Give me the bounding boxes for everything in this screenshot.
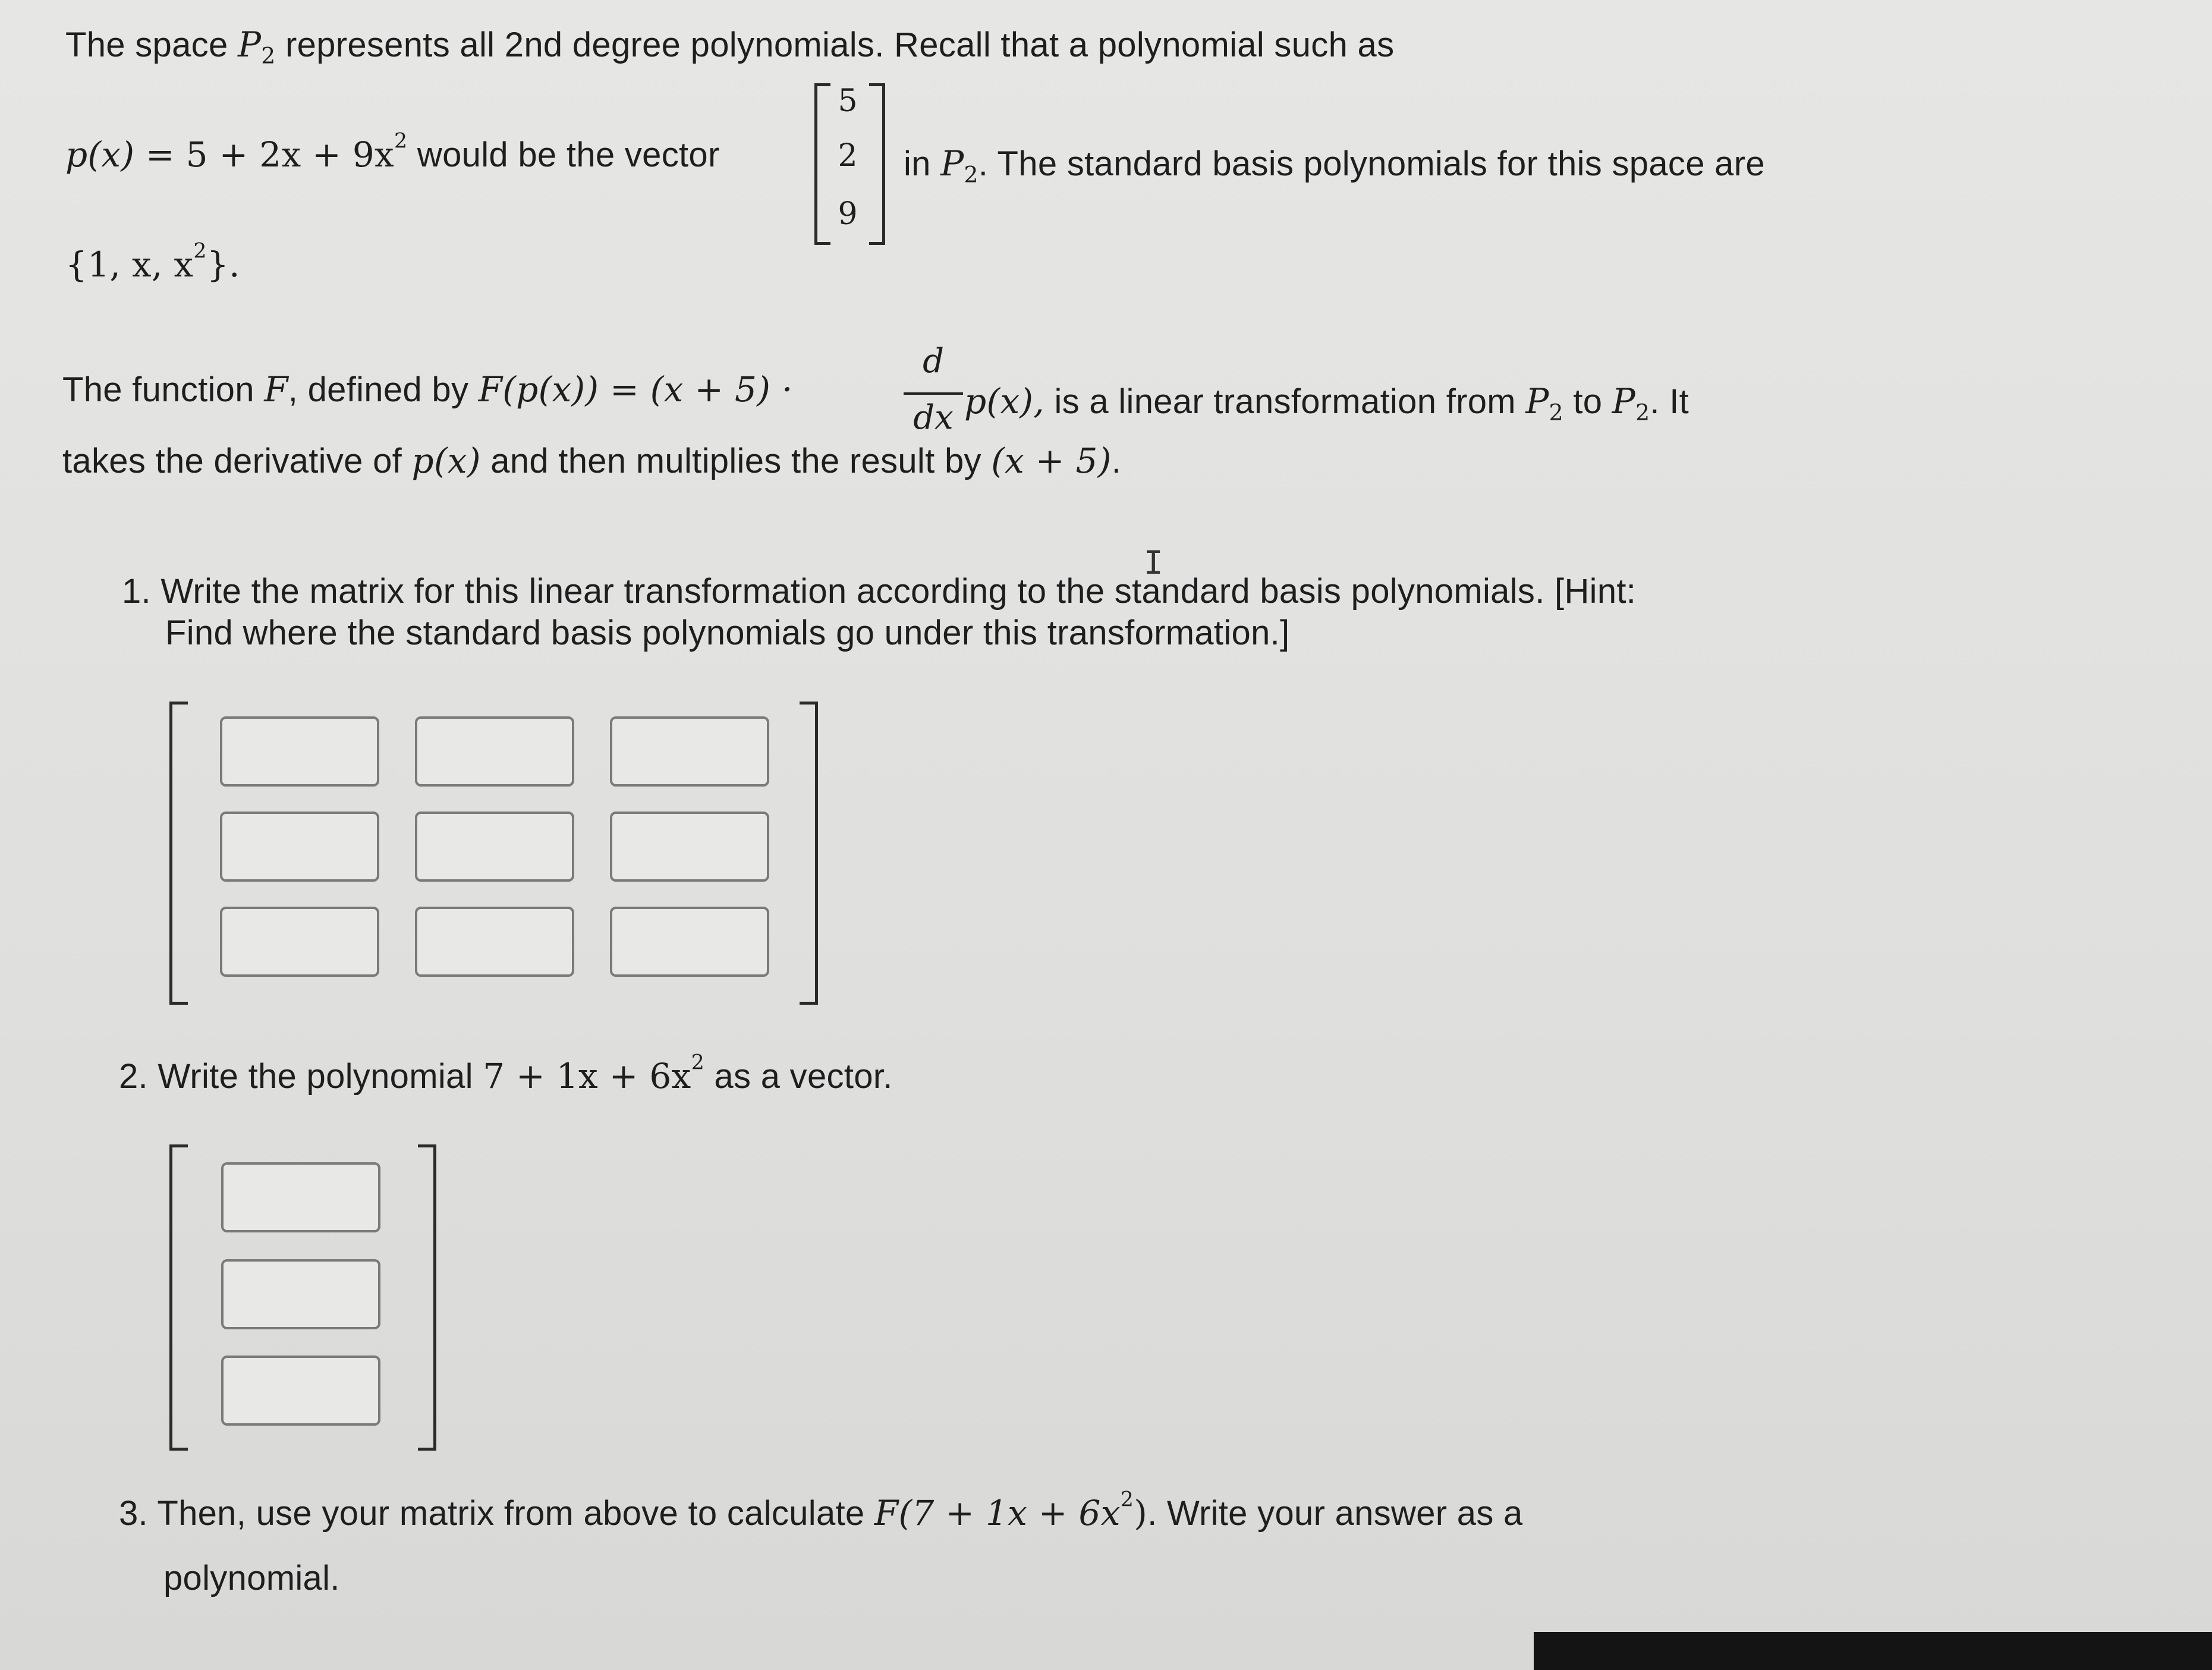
text: , defined by [288, 370, 479, 409]
math-F: F [264, 369, 288, 410]
math-polynomial: 7 + 1x + 6x [483, 1056, 691, 1096]
q3-line-2: polynomial. [163, 1559, 340, 1597]
text-cursor-icon: I [1144, 544, 1163, 581]
q1-line-1: 1. Write the matrix for this linear transformation according to the standard basis polynomials. [Hint: [122, 572, 1637, 611]
q1-line-2: Find where the standard basis polynomials go under this transformation.] [165, 614, 1290, 652]
math-F-expression: F(7 + 1x + 6x [874, 1493, 1121, 1533]
text: . It [1650, 382, 1689, 421]
math-basis: {1, x, x [65, 244, 194, 285]
math-F-of-p: F(p(x)) = (x + 5) · [478, 369, 793, 410]
text: would be the vector [407, 136, 720, 174]
text: . Write your answer as a [1147, 1494, 1523, 1533]
derivative-numerator: d [923, 342, 944, 380]
text: . The standard basis polynomials for this space are [978, 144, 1765, 183]
vector-bracket-right [869, 83, 885, 245]
text: The function [62, 370, 265, 409]
vector-cell-3[interactable] [221, 1356, 380, 1426]
math-sub: 2 [1549, 399, 1563, 426]
vector-cell-2[interactable] [221, 1259, 380, 1329]
screen-bezel [1534, 1632, 2212, 1670]
math-sup: 2 [1120, 1487, 1134, 1512]
text: represents all 2nd degree polynomials. Recall that a polynomial such as [275, 26, 1395, 64]
math-P: P [1525, 381, 1549, 422]
vector-answer-bracket-right [418, 1144, 436, 1451]
vector-cell-1[interactable] [221, 1162, 380, 1232]
text: and then multiplies the result by [480, 442, 992, 480]
matrix-cell-3-1[interactable] [220, 907, 379, 977]
text: to [1563, 382, 1612, 421]
text: takes the derivative of [62, 442, 412, 480]
matrix-bracket-right [800, 702, 818, 1005]
math-sub: 2 [964, 161, 978, 188]
math-p-of-x: p(x) [411, 441, 481, 481]
function-def-line-2 [62, 440, 1121, 482]
math-P: P [1612, 381, 1636, 422]
matrix-cell-1-1[interactable] [220, 716, 379, 787]
vector-entry: 9 [838, 196, 858, 232]
math-sup: 2 [691, 1051, 705, 1075]
function-def-line-1b [964, 380, 1689, 426]
matrix-cell-3-2[interactable] [415, 907, 574, 977]
math-polynomial: = 5 + 2x + 9x [134, 134, 395, 175]
math-P: P [940, 143, 964, 184]
text: The space [65, 26, 238, 64]
derivative-denominator: dx [913, 398, 954, 437]
q2-text [119, 1051, 893, 1097]
text: in [904, 144, 941, 183]
text: 2. Write the polynomial [119, 1057, 483, 1096]
math-p-of-x: p(x), [964, 381, 1045, 422]
math-sup: 2 [193, 239, 207, 263]
math-x-plus-5: (x + 5) [991, 441, 1112, 481]
intro-line-2b [904, 143, 1765, 188]
math-sup: 2 [394, 129, 408, 153]
math-sub: 2 [261, 42, 276, 69]
vector-entry: 5 [838, 83, 858, 119]
matrix-cell-2-1[interactable] [220, 812, 379, 882]
matrix-cell-1-2[interactable] [415, 716, 574, 787]
matrix-bracket-left [169, 702, 188, 1005]
math-basis-end: }. [206, 244, 240, 285]
vector-entry: 2 [838, 138, 858, 174]
fraction-line [904, 392, 963, 395]
text: is a linear transformation from [1044, 382, 1526, 421]
text: . [1111, 442, 1122, 480]
matrix-cell-2-3[interactable] [610, 812, 769, 882]
text: 3. Then, use your matrix from above to calculate [119, 1494, 874, 1533]
matrix-cell-3-3[interactable] [610, 907, 769, 977]
math-paren: ) [1134, 1493, 1148, 1533]
function-def-line-1a [62, 369, 793, 411]
matrix-cell-1-3[interactable] [610, 716, 769, 787]
vector-bracket-left [814, 83, 830, 245]
vector-answer-bracket-left [169, 1144, 188, 1451]
intro-line-2 [65, 129, 720, 176]
math-P: P [237, 24, 262, 65]
text: as a vector. [704, 1057, 893, 1096]
math-sub: 2 [1635, 399, 1650, 426]
math-p-of-x: p(x) [65, 134, 135, 175]
matrix-cell-2-2[interactable] [415, 812, 574, 882]
q3-line-1 [119, 1487, 1523, 1534]
intro-line-1 [65, 24, 1395, 69]
basis-set [65, 239, 240, 285]
